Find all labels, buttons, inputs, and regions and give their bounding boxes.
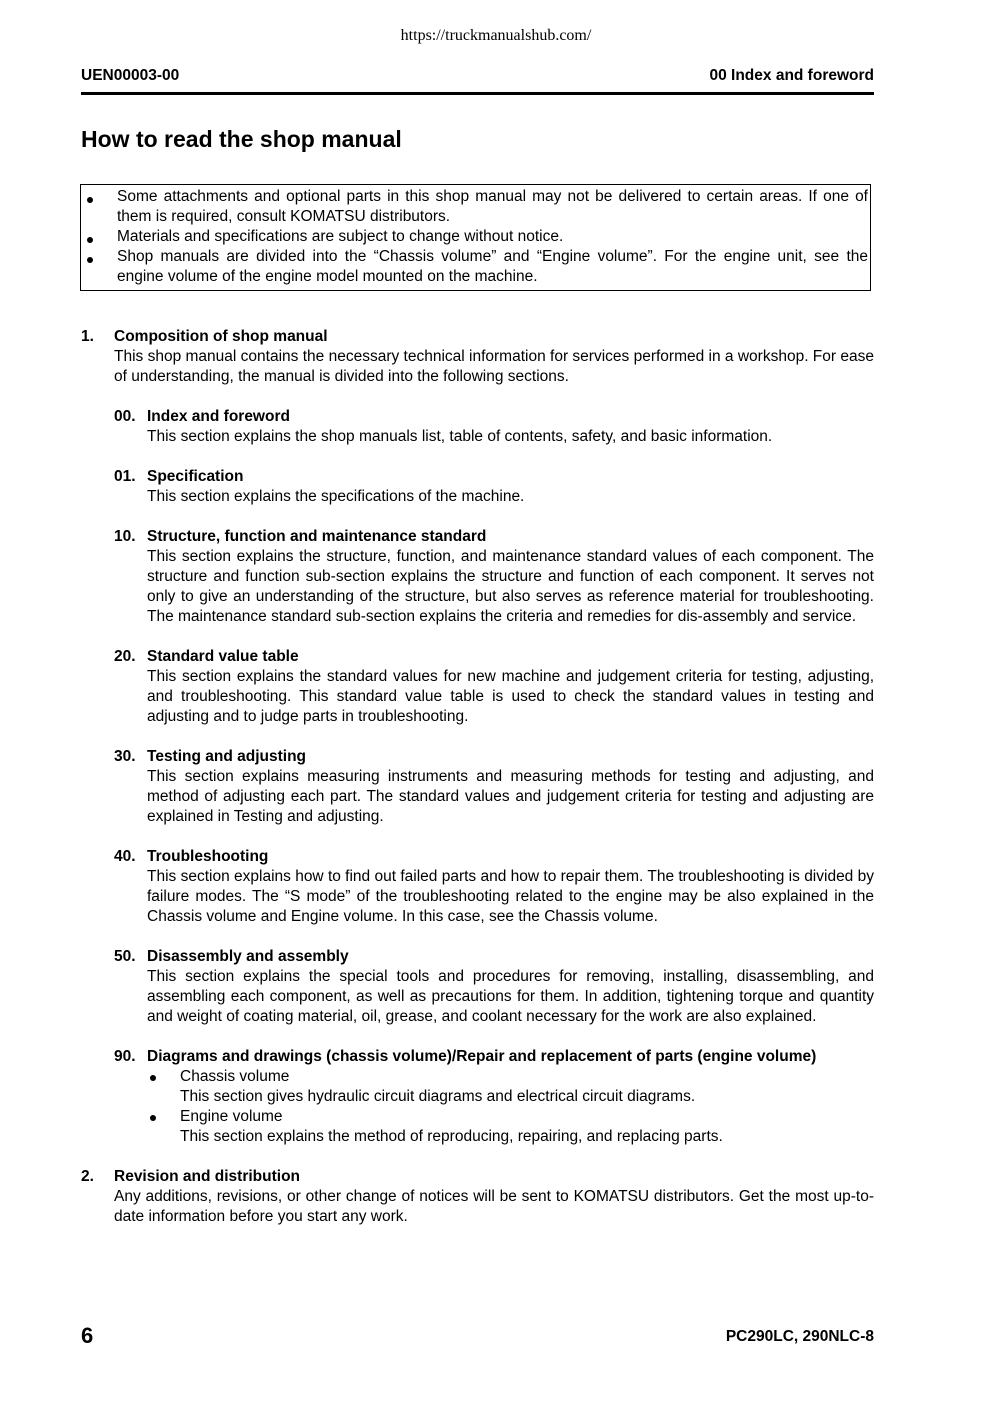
list-item-title: Engine volume (180, 1108, 283, 1125)
subsection-troubleshooting (114, 847, 874, 927)
subsection-standard-value (114, 647, 874, 727)
subsection-number: 40. (114, 848, 136, 865)
subsection-number: 50. (114, 948, 136, 965)
section-composition (81, 327, 874, 387)
header-rule (81, 92, 874, 95)
subsection-body: This section explains the shop manuals list, table of contents, safety, and basic information. (147, 428, 773, 445)
subsection-heading: Disassembly and assembly (147, 948, 349, 965)
section-number: 2. (81, 1168, 94, 1185)
subsection-number: 90. (114, 1048, 136, 1065)
bullet-icon (87, 197, 93, 203)
subsection-heading: Specification (147, 468, 244, 485)
list-item-title: Chassis volume (180, 1068, 290, 1085)
list-item-body: This section explains the method of reproducing, repairing, and replacing parts. (180, 1128, 723, 1145)
subsection-disassembly (114, 947, 874, 1027)
chapter-title: 00 Index and foreword (709, 67, 874, 84)
subsection-number: 00. (114, 408, 136, 425)
bullet-icon (87, 257, 93, 263)
subsection-diagrams (114, 1047, 874, 1147)
section-number: 1. (81, 328, 94, 345)
subsection-body: This section explains how to find out failed parts and how to repair them. The troubleshooting is divided by failure modes. The “S mode” of the troubleshooting related to the engine may be also explained in the Chassis volume and Engine volume. In this case, see the Chassis volume. (147, 868, 874, 925)
subsection-heading: Troubleshooting (147, 848, 269, 865)
subsection-number: 10. (114, 528, 136, 545)
subsection-body: This section explains measuring instruments and measuring methods for testing and adjusting, and method of adjusting each part. The standard values and judgement criteria for testing and adjusting are explained in Testing and adjusting. (147, 768, 874, 825)
subsection-heading: Structure, function and maintenance standard (147, 528, 487, 545)
subsection-heading: Testing and adjusting (147, 748, 307, 765)
bullet-icon (150, 1075, 156, 1081)
notice-text: Some attachments and optional parts in this shop manual may not be delivered to certain areas. If one of them is required, consult KOMATSU distributors. (117, 188, 868, 225)
subsection-body: This section explains the structure, function, and maintenance standard values of each component. The structure and function sub-section explains the structure and function of each component. It serves not only to give an understanding of the structure, but also serves as reference material for troubleshooting. The maintenance standard sub-section explains the criteria and remedies for dis-assembly and service. (147, 548, 874, 625)
subsection-structure (114, 527, 874, 627)
subsection-body: This section explains the special tools and procedures for removing, installing, disassembling, and assembling each component, as well as precautions for them. In addition, tightening torque and quantity and weight of coating material, oil, grease, and coolant necessary for the work are also explained. (147, 968, 874, 1025)
list-item (114, 1107, 874, 1147)
subsection-body: This section explains the specifications of the machine. (147, 488, 525, 505)
manual-content (81, 327, 874, 1247)
subsection-number: 20. (114, 648, 136, 665)
bullet-icon (150, 1115, 156, 1121)
section-heading: Composition of shop manual (114, 328, 328, 345)
subsection-testing (114, 747, 874, 827)
notice-text: Materials and specifications are subject to change without notice. (117, 228, 564, 245)
source-url: https://truckmanualshub.com/ (400, 27, 592, 44)
list-item (114, 1067, 874, 1107)
subsection-heading: Index and foreword (147, 408, 290, 425)
document-code: UEN00003-00 (81, 67, 180, 84)
subsection-specification (114, 467, 874, 507)
section-heading: Revision and distribution (114, 1168, 301, 1185)
subsection-body: This section explains the standard values for new machine and judgement criteria for testing, adjusting, and troubleshooting. This standard value table is used to check the standard values in testing and adjusting and to judge parts in troubleshooting. (147, 668, 874, 725)
subsection-number: 30. (114, 748, 136, 765)
page-title: How to read the shop manual (81, 126, 402, 152)
section-body: Any additions, revisions, or other change of notices will be sent to KOMATSU distributors. Get the most up-to-date information before you start any work. (114, 1188, 874, 1225)
page-number: 6 (81, 1323, 94, 1348)
section-body: This shop manual contains the necessary technical information for services performed in a workshop. For ease of understanding, the manual is divided into the following sections. (114, 348, 874, 385)
section-revision (81, 1167, 874, 1227)
list-item-body: This section gives hydraulic circuit diagrams and electrical circuit diagrams. (180, 1088, 696, 1105)
notice-text: Shop manuals are divided into the “Chassis volume” and “Engine volume”. For the engine unit, see the engine volume of the engine model mounted on the machine. (117, 248, 868, 285)
page-header (81, 67, 874, 87)
notice-box (80, 184, 871, 291)
subsection-index (114, 407, 874, 447)
subsection-heading: Standard value table (147, 648, 299, 665)
machine-model: PC290LC, 290NLC-8 (725, 1328, 874, 1345)
subsection-number: 01. (114, 468, 136, 485)
subsection-heading: Diagrams and drawings (chassis volume)/Repair and replacement of parts (engine volume) (147, 1048, 817, 1065)
bullet-icon (87, 237, 93, 243)
